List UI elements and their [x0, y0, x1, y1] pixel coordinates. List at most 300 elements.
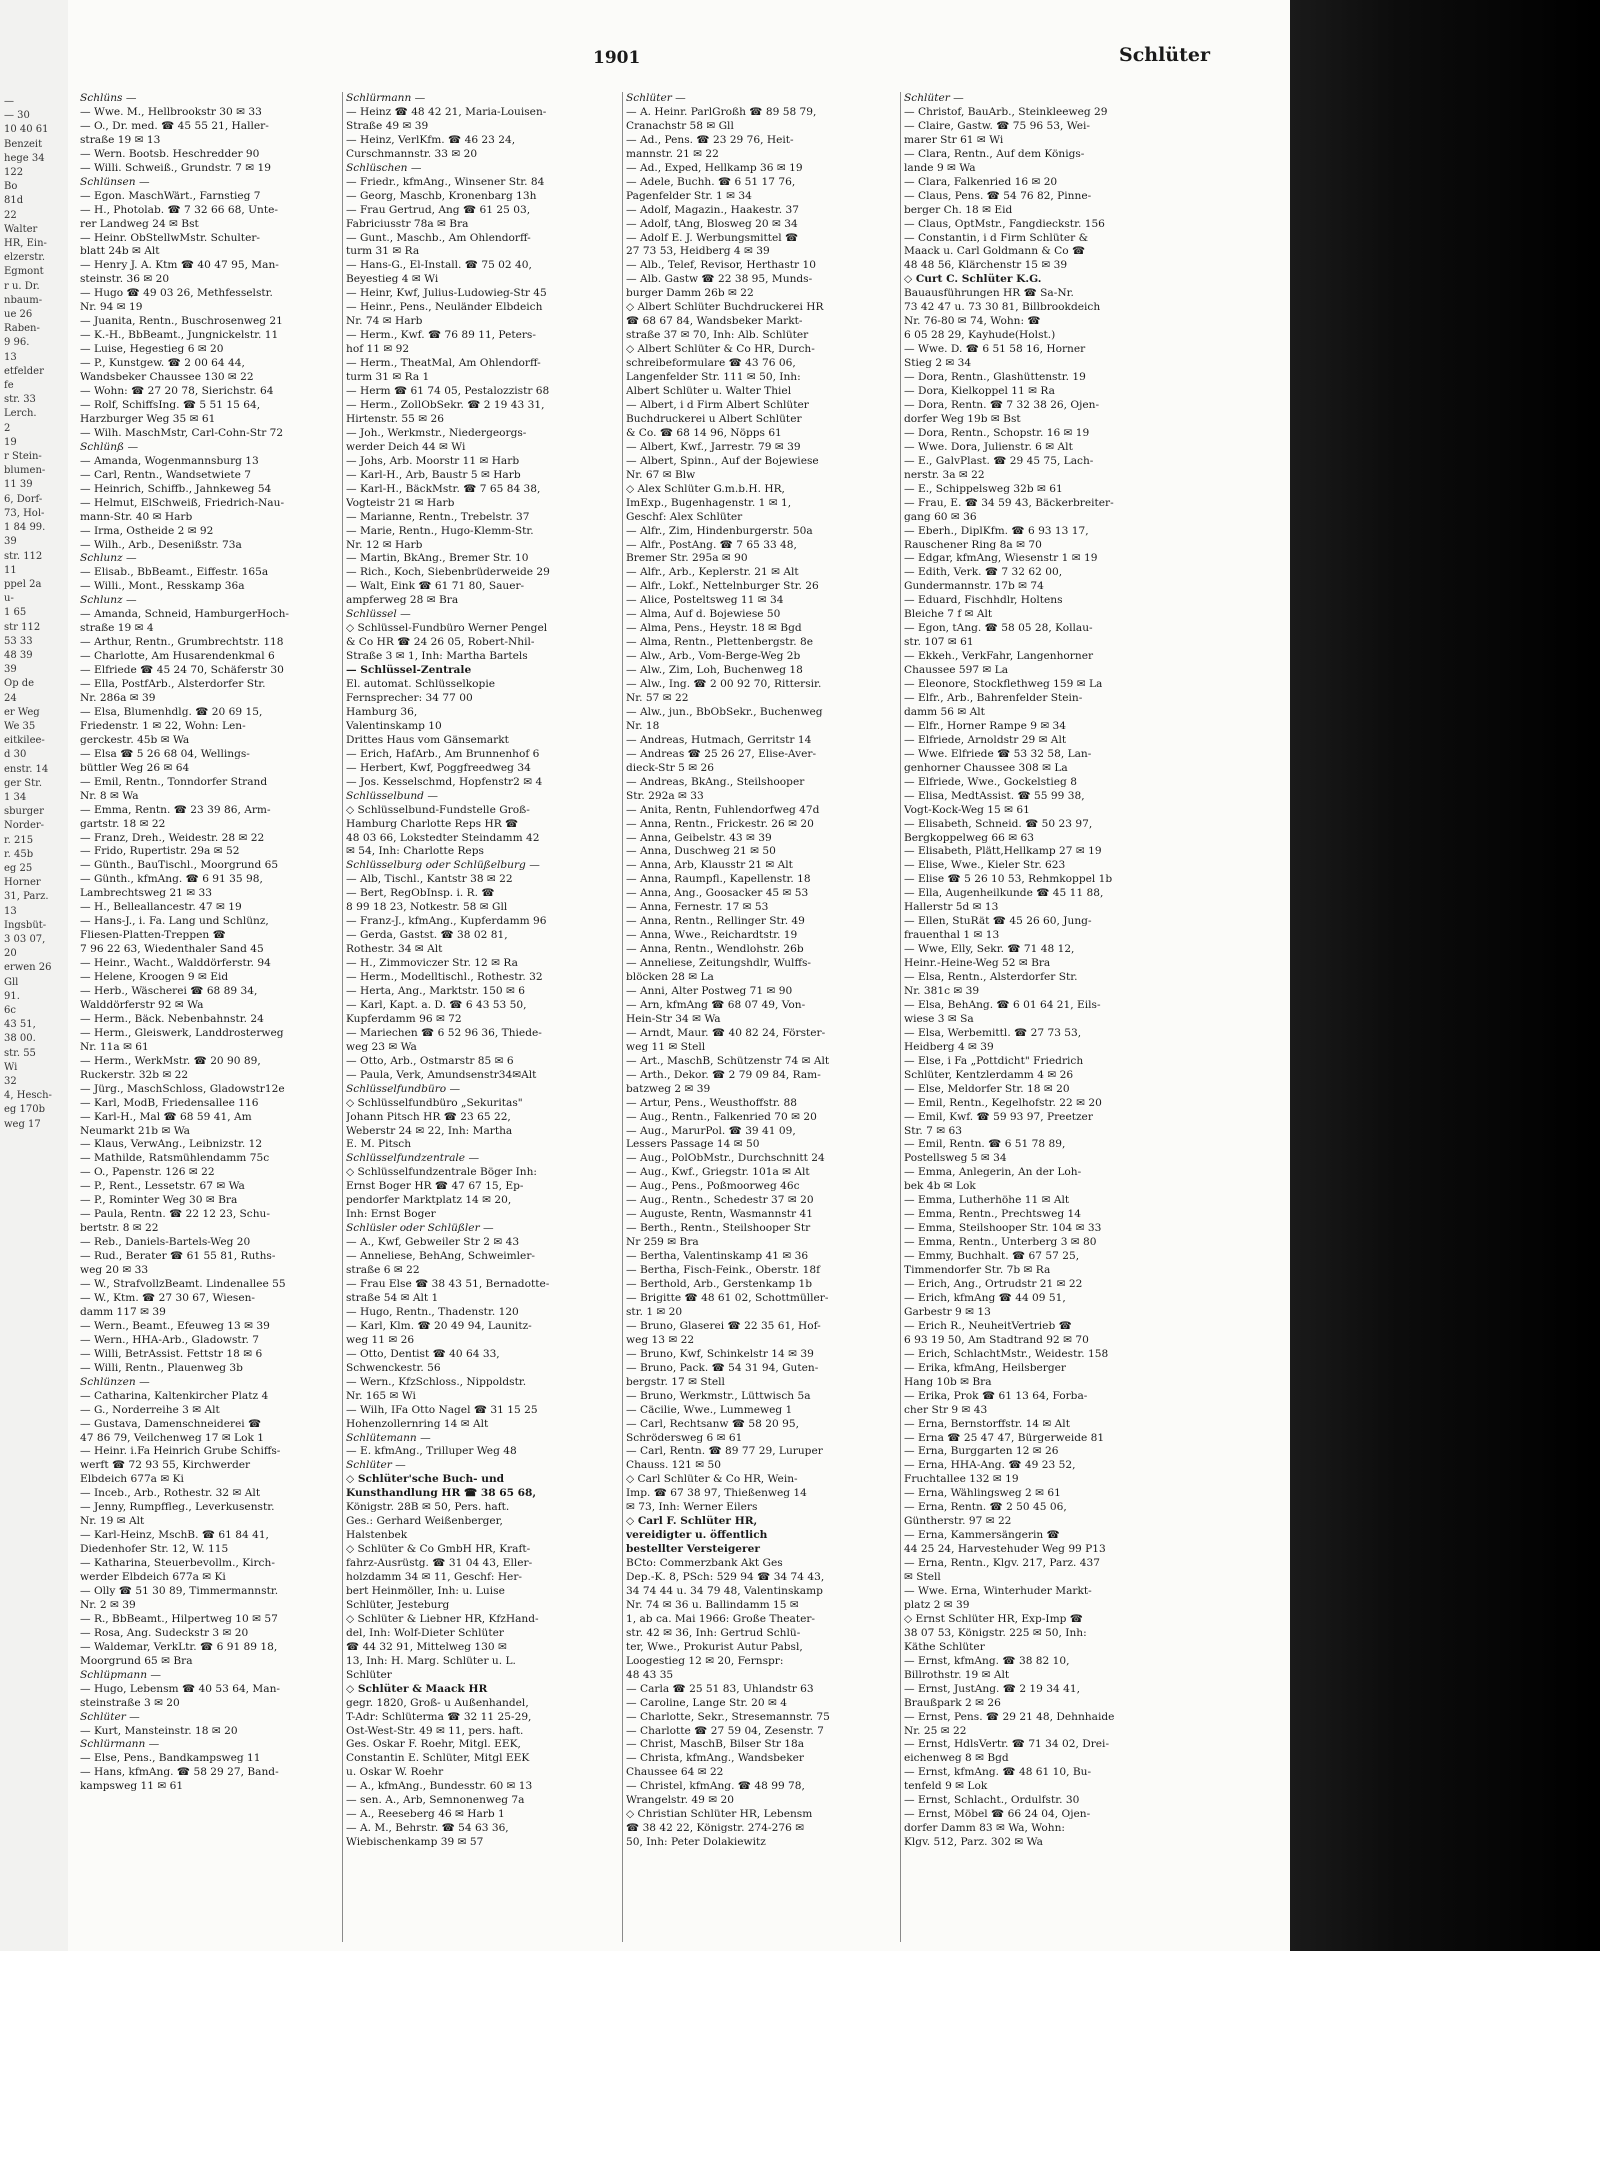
directory-entry-line: — Aug., Rentn., Falkenried 70 ✉ 20 — [626, 1110, 817, 1123]
fragment-line: etfelder — [4, 365, 44, 377]
directory-entry-line: — K.-H., BbBeamt., Jungnickelstr. 11 — [80, 329, 279, 342]
directory-entry-line: — Bertha, Fisch-Feink., Oberstr. 18f — [626, 1264, 821, 1277]
directory-entry-line: Schrödersweg 6 ✉ 61 — [626, 1431, 743, 1444]
directory-entry-line: — Ernst, Schlacht., Ordulfstr. 30 — [904, 1794, 1080, 1807]
directory-entry-line: — Jos. Kesselschmd, Hopfenstr2 ✉ 4 — [346, 775, 543, 788]
directory-entry-line: — Adolf E. J. Werbungsmittel ☎ — [626, 231, 799, 244]
directory-entry-line: Braußpark 2 ✉ 26 — [904, 1696, 1001, 1709]
fragment-line: Benzeit — [4, 138, 43, 150]
directory-entry-line: Bergkoppelweg 66 ✉ 63 — [904, 831, 1034, 844]
directory-entry-line: frauenthal 1 ✉ 13 — [904, 929, 1000, 942]
fragment-line: 32 — [4, 1076, 17, 1088]
directory-entry-line: — Anna, Raumpfl., Kapellenstr. 18 — [626, 873, 811, 886]
directory-entry-line: — Clara, Rentn., Auf dem Königs- — [904, 147, 1085, 160]
directory-entry-line: — Erna, Kammersängerin ☎ — [904, 1529, 1060, 1542]
directory-entry-line: Heidberg 4 ✉ 39 — [904, 1040, 994, 1053]
directory-entry-line: — Alb., Telef, Revisor, Herthastr 10 — [626, 259, 816, 272]
directory-entry-line: — Ad., Exped, Hellkamp 36 ✉ 19 — [626, 161, 803, 174]
fragment-line: eitkilee- — [4, 735, 45, 747]
directory-entry-line: straße 19 ✉ 13 — [80, 133, 161, 146]
scan-margin — [0, 1951, 1600, 2177]
fragment-line: hege 34 — [4, 152, 45, 164]
directory-entry-line: — Charlotte, Sekr., Stresemannstr. 75 — [626, 1710, 830, 1723]
directory-entry-line: — Herm., Kwf. ☎ 76 89 11, Peters- — [346, 329, 536, 342]
directory-entry-line: blatt 24b ✉ Alt — [80, 245, 160, 258]
directory-entry-line: Curschmannstr. 33 ✉ 20 — [346, 147, 478, 160]
directory-entry-line: — Alfr., Arb., Keplerstr. 21 ✉ Alt — [626, 566, 799, 579]
directory-entry-line: — Anna, Ang., Goosacker 45 ✉ 53 — [626, 887, 809, 900]
directory-entry-line: Billrothstr. 19 ✉ Alt — [904, 1668, 1010, 1681]
directory-entry-line: ampferweg 28 ✉ Bra — [346, 594, 459, 607]
directory-entry-line: — Hugo ☎ 49 03 26, Methfesselstr. — [80, 287, 273, 300]
directory-entry-line: turm 31 ✉ Ra — [346, 245, 420, 258]
fragment-line: 122 — [4, 167, 24, 179]
directory-entry-line: Nr. 11a ✉ 61 — [80, 1040, 149, 1053]
directory-entry-line: — Heinr., Pens., Neuländer Elbdeich — [346, 301, 543, 314]
directory-entry-line: hof 11 ✉ 92 — [346, 343, 410, 356]
directory-entry-line: — Wwe. Erna, Winterhuder Markt- — [904, 1584, 1092, 1597]
directory-entry-line: — Erich, Ang., Ortrudstr 21 ✉ 22 — [904, 1278, 1083, 1291]
directory-entry-line: Elbdeich 677a ✉ Ki — [80, 1473, 184, 1486]
directory-entry-line: Schwenckestr. 56 — [346, 1361, 441, 1374]
fragment-line: 81d — [4, 195, 24, 207]
directory-entry-line: — Jürg., MaschSchloss, Gladowstr12e — [80, 1082, 285, 1095]
directory-entry-line: — E., Schippelsweg 32b ✉ 61 — [904, 482, 1063, 495]
running-head: Schlüter — [1118, 44, 1210, 66]
directory-entry-line: büttler Weg 26 ✉ 64 — [80, 761, 190, 774]
directory-entry-line: — Berthold, Arb., Gerstenkamp 1b — [626, 1278, 813, 1291]
directory-entry-line: Geschf: Alex Schlüter — [626, 510, 743, 523]
directory-entry-line: straße 37 ✉ 70, Inh: Alb. Schlüter — [626, 329, 809, 342]
directory-entry-line: — Emma, Lutherhöhe 11 ✉ Alt — [904, 1194, 1070, 1207]
directory-entry-line: Ges. Oskar F. Roehr, Mitgl. EEK, — [346, 1738, 521, 1751]
directory-entry-line: — Gustava, Damenschneiderei ☎ — [80, 1417, 262, 1430]
directory-entry-line: T-Adr: Schlüterma ☎ 32 11 25-29, — [346, 1710, 532, 1723]
directory-entry-line: bek 4b ✉ Lok — [904, 1180, 976, 1193]
directory-entry-line: bergstr. 17 ✉ Stell — [626, 1375, 725, 1388]
directory-entry-line: — Hans-G., El-Install. ☎ 75 02 40, — [346, 259, 532, 272]
directory-entry-line: gartstr. 18 ✉ 22 — [80, 817, 166, 830]
directory-entry-line: ◇ Christian Schlüter HR, Lebensm — [626, 1808, 813, 1821]
directory-entry-line: — R., BbBeamt., Hilpertweg 10 ✉ 57 — [80, 1612, 278, 1625]
directory-entry-line: Chauss. 121 ✉ 50 — [626, 1459, 721, 1472]
directory-entry-line: — Otto, Dentist ☎ 40 64 33, — [346, 1347, 500, 1360]
directory-entry-line: — Arn, kfmAng ☎ 68 07 49, Von- — [626, 998, 806, 1011]
directory-entry-line: ◇ Curt C. Schlüter K.G. — [904, 273, 1042, 286]
directory-entry-line: — Charlotte ☎ 27 59 04, Zesenstr. 7 — [626, 1724, 824, 1737]
directory-entry-line: — Katharina, Steuerbevollm., Kirch- — [80, 1557, 275, 1570]
directory-entry-line: Pagenfelder Str. 1 ✉ 34 — [626, 189, 752, 202]
directory-entry-line: — Hans, kfmAng. ☎ 58 29 27, Band- — [80, 1766, 279, 1779]
directory-entry-line: Nr. 57 ✉ 22 — [626, 691, 689, 704]
directory-entry-line: Str. 7 ✉ 63 — [904, 1124, 962, 1137]
directory-entry-line: — Friedr., kfmAng., Winsener Str. 84 — [346, 175, 545, 188]
directory-entry-line: — Emil, Rentn., Kegelhofstr. 22 ✉ 20 — [904, 1096, 1102, 1109]
directory-entry-line: Hamburg Charlotte Reps HR ☎ — [346, 817, 519, 830]
directory-entry-line: — Wohn: ☎ 27 20 78, Sierichstr. 64 — [80, 385, 274, 398]
directory-entry-line: — Arndt, Maur. ☎ 40 82 24, Förster- — [626, 1026, 826, 1039]
directory-entry-line: — Egon. MaschWärt., Farnstieg 7 — [80, 189, 261, 202]
directory-entry-line: Dep.-K. 8, PSch: 529 94 ☎ 34 74 43, — [626, 1571, 825, 1584]
directory-entry-line: — Dora, Rentn., Schopstr. 16 ✉ 19 — [904, 426, 1090, 439]
directory-entry-line: Bleiche 7 f ✉ Alt — [904, 608, 993, 621]
fragment-line: Raben- — [4, 323, 40, 335]
directory-entry-line: steinstraße 3 ✉ 20 — [80, 1696, 180, 1709]
directory-entry-line: Nr. 25 ✉ 22 — [904, 1724, 967, 1737]
directory-entry-line: — Elsa, BehAng. ☎ 6 01 64 21, Eils- — [904, 998, 1101, 1011]
directory-entry-line: Constantin E. Schlüter, Mitgl EEK — [346, 1752, 530, 1765]
fragment-line: Egmont — [4, 266, 44, 278]
directory-entry-line: — Aug., Kwf., Griegstr. 101a ✉ Alt — [626, 1166, 810, 1179]
directory-entry-line: Ost-West-Str. 49 ✉ 11, pers. haft. — [346, 1724, 524, 1737]
fragment-line: sburger — [4, 806, 44, 818]
directory-entry-line: — Carl, Rentn., Wandsetwiete 7 — [80, 468, 252, 481]
directory-entry-line: — Bert, RegObInsp. i. R. ☎ — [346, 887, 495, 900]
directory-entry-line: — Wilh., Arb., Desenißstr. 73a — [80, 538, 242, 551]
directory-entry-line: — Andreas, Hutmach, Gerritstr 14 — [626, 733, 812, 746]
fragment-line: Wi — [4, 1061, 18, 1073]
fragment-line: 24 — [4, 692, 17, 704]
directory-entry-line: E. M. Pitsch — [346, 1138, 412, 1151]
directory-entry-line: — Wilh, IFa Otto Nagel ☎ 31 15 25 — [346, 1403, 538, 1416]
directory-entry-line: — Alw., Ing. ☎ 2 00 92 70, Rittersir. — [626, 678, 822, 691]
directory-entry-line: Chaussee 64 ✉ 22 — [626, 1766, 724, 1779]
directory-entry-line: — Anna, Rentn., Rellinger Str. 49 — [626, 915, 805, 928]
directory-entry-line: — E. kfmAng., Trilluper Weg 48 — [346, 1445, 517, 1458]
directory-entry-line: — Elsa, Werbemittl. ☎ 27 73 53, — [904, 1026, 1082, 1039]
fragment-line: 22 — [4, 209, 17, 221]
directory-entry-line: — Luise, Hegestieg 6 ✉ 20 — [80, 343, 224, 356]
directory-entry-line: — Günth., kfmAng. ☎ 6 91 35 98, — [80, 873, 263, 886]
directory-entry-line: — Emmy, Buchhalt. ☎ 67 57 25, — [904, 1250, 1080, 1263]
directory-entry-line: — Alfr., Lokf., Nettelnburger Str. 26 — [626, 580, 819, 593]
directory-entry-line: Bremer Str. 295a ✉ 90 — [626, 552, 748, 565]
directory-entry-line: Ernst Boger HR ☎ 47 67 15, Ep- — [346, 1180, 524, 1193]
directory-entry-line: — Heinz, VerlKfm. ☎ 46 23 24, — [346, 133, 516, 146]
directory-entry-line: BCto: Commerzbank Akt Ges — [626, 1557, 783, 1570]
directory-entry-line: — Elise, Wwe., Kieler Str. 623 — [904, 859, 1066, 872]
adjacent-page-fragments — [0, 0, 68, 1132]
directory-entry-line: Bauausführungen HR ☎ Sa-Nr. — [904, 287, 1074, 300]
directory-entry-line: Drittes Haus vom Gänsemarkt — [346, 733, 509, 746]
directory-entry-line: schreibeformulare ☎ 43 76 06, — [626, 357, 796, 370]
directory-entry-line: 47 86 79, Veilchenweg 17 ✉ Lok 1 — [80, 1431, 264, 1444]
directory-entry-line: — Emma, Rentn., Prechtsweg 14 — [904, 1208, 1081, 1221]
directory-entry-line: ◇ Schlüsselbund-Fundstelle Groß- — [346, 803, 530, 816]
directory-entry-line: — Carl, Rechtsanw ☎ 58 20 95, — [626, 1417, 799, 1430]
directory-entry-line: Hang 10b ✉ Bra — [904, 1375, 992, 1388]
directory-entry-line: — Mariechen ☎ 6 52 96 36, Thiede- — [346, 1026, 542, 1039]
directory-entry-line: — Wern., Beamt., Efeuweg 13 ✉ 39 — [80, 1319, 270, 1332]
directory-entry-line: — Erich, HafArb., Am Brunnenhof 6 — [346, 747, 540, 760]
directory-entry-line: — Erich R., NeuheitVertrieb ☎ — [904, 1319, 1072, 1332]
directory-entry-line: Nr. 94 ✉ 19 — [80, 301, 143, 314]
directory-entry-line: Nr. 74 ✉ Harb — [346, 315, 423, 328]
directory-entry-line: Wrangelstr. 49 ✉ 20 — [626, 1794, 734, 1807]
directory-entry-line: — Rud., Berater ☎ 61 55 81, Ruths- — [80, 1250, 276, 1263]
fragment-line: 6c — [4, 1005, 16, 1016]
directory-entry-line: — Marie, Rentn., Hugo-Klemm-Str. — [346, 524, 534, 537]
directory-entry-line: dorfer Weg 19b ✉ Bst — [904, 412, 1021, 425]
directory-entry-line: — Ella, Augenheilkunde ☎ 45 11 88, — [904, 887, 1104, 900]
directory-entry-line: Schlüter — [346, 1668, 392, 1681]
directory-entry-line: — Alw., Zim, Loh, Buchenweg 18 — [626, 664, 803, 677]
directory-entry-line: — Heinr. i.Fa Heinrich Grube Schiffs- — [80, 1445, 281, 1458]
directory-entry-line: — Bruno, Glaserei ☎ 22 35 61, Hof- — [626, 1319, 821, 1332]
directory-entry-line: Fliesen-Platten-Treppen ☎ — [80, 929, 226, 942]
fragment-line: 13 — [4, 351, 17, 363]
column-rule — [342, 92, 343, 1942]
directory-entry-line: 50, Inh: Peter Dolakiewitz — [626, 1836, 766, 1849]
directory-entry-line: ☎ 68 67 84, Wandsbeker Markt- — [626, 315, 803, 328]
directory-entry-line: — Edgar, kfmAng, Wiesenstr 1 ✉ 19 — [904, 552, 1098, 565]
directory-entry-line: — Emma, Rentn., Unterberg 3 ✉ 80 — [904, 1236, 1097, 1249]
fragment-line: 11 39 — [4, 479, 33, 491]
fragment-line: HR, Ein- — [4, 238, 47, 250]
directory-entry-line: marer Str 61 ✉ Wi — [904, 133, 1004, 146]
directory-entry-line: — A., Kwf, Gebweiler Str 2 ✉ 43 — [346, 1236, 520, 1249]
directory-entry-line: Buchdruckerei u Albert Schlüter — [626, 412, 802, 425]
directory-entry-line: — Edith, Verk. ☎ 7 32 62 00, — [904, 566, 1063, 579]
directory-entry-line: — Herm., ZollObSekr. ☎ 2 19 43 31, — [346, 398, 545, 411]
directory-entry-line: Nr. 12 ✉ Harb — [346, 538, 423, 551]
directory-entry-line: Kunsthandlung HR ☎ 38 65 68, — [346, 1487, 537, 1500]
directory-entry-line: — E., GalvPlast. ☎ 29 45 75, Lach- — [904, 454, 1094, 467]
directory-entry-line: — Carla ☎ 25 51 83, Uhlandstr 63 — [626, 1682, 814, 1695]
fragment-line: 1 84 99. — [4, 522, 46, 534]
directory-entry-line: Neumarkt 21b ✉ Wa — [80, 1124, 190, 1137]
fragment-line: Horner — [4, 877, 41, 889]
directory-entry-line: — Ernst, JustAng. ☎ 2 19 34 41, — [904, 1682, 1080, 1695]
directory-entry-line: — H., Zimmoviczer Str. 12 ✉ Ra — [346, 957, 518, 970]
directory-entry-line: Schlürmann — — [80, 1738, 160, 1751]
directory-entry-line: Timmendorfer Str. 7b ✉ Ra — [904, 1264, 1051, 1277]
directory-column-1 — [80, 92, 338, 1794]
directory-entry-line: — O., Dr. med. ☎ 45 55 21, Haller- — [80, 119, 269, 132]
directory-entry-line: ◇ Albert Schlüter Buchdruckerei HR — [626, 301, 824, 314]
directory-entry-line: 8 99 18 23, Notkestr. 58 ✉ Gll — [346, 901, 508, 914]
directory-entry-line: — Anna, Geibelstr. 43 ✉ 39 — [626, 831, 772, 844]
fragment-line: r. 215 — [4, 834, 34, 846]
directory-entry-line: vereidigter u. öffentlich — [626, 1529, 768, 1542]
fragment-line: 1 65 — [4, 607, 27, 619]
directory-entry-line: ◇ Schlüter & Co GmbH HR, Kraft- — [346, 1543, 531, 1556]
fragment-line: enstr. 14 — [4, 763, 49, 775]
directory-entry-line: — G., Norderreihe 3 ✉ Alt — [80, 1403, 220, 1416]
directory-entry-line: — Rich., Koch, Siebenbrüderweide 29 — [346, 566, 550, 579]
directory-entry-line: Valentinskamp 10 — [346, 719, 442, 732]
fragment-line: r u. Dr. — [4, 280, 40, 292]
directory-entry-line: — Anna, Wwe., Reichardtstr. 19 — [626, 929, 798, 942]
fragment-line: 38 00. — [4, 1033, 36, 1045]
fragment-line: ger Str. — [4, 777, 43, 789]
directory-entry-line: — Willi., Mont., Resskamp 36a — [80, 580, 245, 593]
directory-entry-line: — Alb. Gastw ☎ 22 38 95, Munds- — [626, 273, 813, 286]
directory-entry-line: ter, Wwe., Prokurist Autur Pabsl, — [626, 1640, 803, 1653]
directory-entry-line: — Else, Meldorfer Str. 18 ✉ 20 — [904, 1082, 1070, 1095]
fragment-line: — 30 — [4, 110, 30, 122]
directory-entry-line: — Bruno, Werkmstr., Lüttwisch 5a — [626, 1389, 811, 1402]
fragment-line: Ingsbüt- — [4, 919, 47, 931]
directory-entry-line: Garbestr 9 ✉ 13 — [904, 1305, 991, 1318]
directory-entry-line: — Ekkeh., VerkFahr, Langenhorner — [904, 650, 1094, 663]
directory-entry-line: Nr. 67 ✉ Blw — [626, 468, 696, 481]
directory-entry-line: Hamburg 36, — [346, 705, 418, 718]
directory-entry-line: weg 11 ✉ 26 — [346, 1333, 415, 1346]
directory-entry-line: — Clara, Falkenried 16 ✉ 20 — [904, 175, 1058, 188]
directory-entry-line: — Rolf, SchiffsIng. ☎ 5 51 15 64, — [80, 398, 261, 411]
directory-entry-line: Schlünß — — [80, 440, 139, 453]
directory-entry-line: Schlünsen — — [80, 175, 150, 188]
directory-entry-line: — Elisa, MedtAssist. ☎ 55 99 38, — [904, 789, 1085, 802]
directory-entry-line: straße 54 ✉ Alt 1 — [346, 1291, 439, 1304]
directory-entry-line: — Adolf, Magazin., Haakestr. 37 — [626, 203, 799, 216]
directory-entry-line: holzdamm 34 ✉ 11, Geschf: Her- — [346, 1571, 522, 1584]
directory-entry-line: Hein-Str 34 ✉ Wa — [626, 1012, 721, 1025]
directory-entry-line: batzweg 2 ✉ 39 — [626, 1082, 711, 1095]
directory-entry-line: Hallerstr 5d ✉ 13 — [904, 901, 999, 914]
directory-entry-line: Harzburger Weg 35 ✉ 61 — [80, 412, 216, 425]
directory-entry-line: — Heinrich, Schiffb., Jahnkeweg 54 — [80, 482, 272, 495]
directory-entry-line: — Alma, Pens., Heystr. 18 ✉ Bgd — [626, 622, 802, 635]
directory-entry-line: Schlüter — — [626, 92, 686, 104]
directory-entry-line: — Frido, Rupertistr. 29a ✉ 52 — [80, 845, 240, 858]
directory-entry-line: — Herm., TheatMal, Am Ohlendorff- — [346, 357, 541, 370]
directory-entry-line: Straße 3 ✉ 1, Inh: Martha Bartels — [346, 650, 528, 663]
directory-entry-line: — H., Photolab. ☎ 7 32 66 68, Unte- — [80, 203, 278, 216]
directory-entry-line: damm 117 ✉ 39 — [80, 1305, 166, 1318]
fragment-line: 11 — [4, 564, 17, 576]
directory-entry-line: — Erna, Wählingsweg 2 ✉ 61 — [904, 1487, 1061, 1500]
directory-entry-line: — Caroline, Lange Str. 20 ✉ 4 — [626, 1696, 788, 1709]
directory-entry-line: Schlüter — — [904, 92, 964, 104]
directory-entry-line: weg 11 ✉ Stell — [626, 1040, 706, 1053]
directory-entry-line: — Erika, kfmAng, Heilsberger — [904, 1361, 1066, 1374]
directory-entry-line: — Jenny, Rumpffleg., Leverkusenstr. — [80, 1501, 275, 1514]
directory-entry-line: Loogestieg 12 ✉ 20, Fernspr: — [626, 1654, 784, 1667]
directory-entry-line: 6 93 19 50, Am Stadtrand 92 ✉ 70 — [904, 1333, 1089, 1346]
directory-entry-line: — Carl, Rentn. ☎ 89 77 29, Luruper — [626, 1445, 823, 1458]
directory-entry-line: — P., Rent., Lessetstr. 67 ✉ Wa — [80, 1180, 245, 1193]
directory-entry-line: 48 48 56, Klärchenstr 15 ✉ 39 — [904, 259, 1068, 272]
fragment-line: erwen 26 — [4, 962, 52, 974]
directory-entry-line: — Adolf, tAng, Blosweg 20 ✉ 34 — [626, 217, 798, 230]
fragment-line: 4, Hesch- — [4, 1090, 52, 1102]
fragment-line: 9 96. — [4, 337, 30, 349]
directory-entry-line: ◇ Schlüter'sche Buch- und — [346, 1473, 505, 1486]
directory-entry-line: El. automat. Schlüsselkopie — [346, 678, 495, 691]
directory-entry-line: Inh: Ernst Boger — [346, 1208, 436, 1221]
directory-entry-line: — Ernst, HdlsVertr. ☎ 71 34 02, Drei- — [904, 1738, 1110, 1751]
directory-entry-line: — Catharina, Kaltenkircher Platz 4 — [80, 1389, 269, 1402]
directory-entry-line: — Elsa, Rentn., Alsterdorfer Str. — [904, 971, 1078, 984]
directory-entry-line: — Claus, OptMstr., Fangdieckstr. 156 — [904, 217, 1105, 230]
directory-entry-line: Gundermannstr. 17b ✉ 74 — [904, 580, 1044, 593]
directory-entry-line: — Joh., Werkmstr., Niedergeorgs- — [346, 426, 527, 439]
fragment-line: eg 25 — [4, 862, 33, 874]
directory-entry-line: ImExp., Bugenhagenstr. 1 ✉ 1, — [626, 496, 792, 509]
directory-entry-line: ☎ 38 42 22, Königstr. 274-276 ✉ — [626, 1822, 805, 1835]
fragment-line: nbaum- — [4, 294, 43, 306]
directory-entry-line: Fernsprecher: 34 77 00 — [346, 691, 473, 704]
directory-entry-line: — Ella, PostfArb., Alsterdorfer Str. — [80, 678, 266, 691]
fragment-line: Gll — [4, 976, 19, 988]
directory-entry-line: — Aug., Pens., Poßmoorweg 46c — [626, 1180, 800, 1193]
directory-entry-line: 27 73 53, Heidberg 4 ✉ 39 — [626, 245, 770, 258]
directory-entry-line: ✉ 73, Inh: Werner Eilers — [626, 1501, 758, 1514]
directory-entry-line: — Karl, Klm. ☎ 20 49 94, Launitz- — [346, 1319, 532, 1332]
directory-entry-line: — Brigitte ☎ 48 61 02, Schottmüller- — [626, 1291, 829, 1304]
directory-entry-line: — Herbert, Kwf, Poggfreedweg 34 — [346, 761, 531, 774]
directory-entry-line: — Christof, BauArb., Steinkleeweg 29 — [904, 105, 1108, 118]
directory-entry-line: — Alma, Auf d. Bojewiese 50 — [626, 608, 781, 621]
directory-entry-line: gerckestr. 45b ✉ Wa — [80, 733, 190, 746]
directory-entry-line: Johann Pitsch HR ☎ 23 65 22, — [346, 1110, 511, 1123]
directory-entry-line: — Anneliese, BehAng, Schweimler- — [346, 1250, 535, 1263]
directory-entry-line: — Elfriede, Wwe., Gockelstieg 8 — [904, 775, 1077, 788]
fragment-line: ppel 2a — [4, 578, 42, 590]
fragment-line: 10 40 61 — [4, 124, 49, 136]
directory-entry-line: straße 6 ✉ 22 — [346, 1264, 420, 1277]
directory-entry-line: turm 31 ✉ Ra 1 — [346, 371, 430, 384]
fragment-line: 39 — [4, 536, 17, 548]
directory-entry-line: & Co HR ☎ 24 26 05, Robert-Nhil- — [346, 636, 535, 649]
fragment-line: 6, Dorf- — [4, 493, 43, 505]
directory-entry-line: — Otto, Arb., Ostmarstr 85 ✉ 6 — [346, 1054, 514, 1067]
directory-entry-line: Klgv. 512, Parz. 302 ✉ Wa — [904, 1836, 1043, 1849]
directory-entry-line: str. 1 ✉ 20 — [626, 1305, 683, 1318]
directory-entry-line: — Christa, kfmAng., Wandsbeker — [626, 1752, 804, 1765]
directory-entry-line: Moorgrund 65 ✉ Bra — [80, 1654, 193, 1667]
directory-entry-line: platz 2 ✉ 39 — [904, 1598, 970, 1611]
directory-entry-line: — Herm., Gleiswerk, Landdrosterweg — [80, 1026, 284, 1039]
fragment-line: 2 — [4, 422, 11, 434]
directory-entry-line: cher Str 9 ✉ 43 — [904, 1403, 988, 1416]
directory-entry-line: Hohenzollernring 14 ✉ Alt — [346, 1417, 489, 1430]
directory-entry-line: 38 07 53, Königstr. 225 ✉ 50, Inh: — [904, 1626, 1087, 1639]
directory-entry-line: — Kurt, Mansteinstr. 18 ✉ 20 — [80, 1724, 238, 1737]
directory-entry-line: ✉ 54, Inh: Charlotte Reps — [346, 845, 484, 858]
directory-entry-line: — Frau, E. ☎ 34 59 43, Bäckerbreiter- — [904, 496, 1114, 509]
directory-entry-line: Schlüsselfundbüro — — [346, 1082, 461, 1095]
directory-entry-line: — Erna, Rentn., Klgv. 217, Parz. 437 — [904, 1557, 1100, 1570]
directory-entry-line: berger Ch. 18 ✉ Eid — [904, 203, 1013, 216]
directory-entry-line: — Herm., Modelltischl., Rothestr. 32 — [346, 971, 543, 984]
directory-entry-line: — Claus, Pens. ☎ 54 76 82, Pinne- — [904, 189, 1092, 202]
directory-entry-line: 13, Inh: H. Marg. Schlüter u. L. — [346, 1654, 516, 1667]
directory-entry-line: gegr. 1820, Groß- u Außenhandel, — [346, 1696, 529, 1709]
directory-entry-line: Schlüter — — [80, 1710, 140, 1723]
directory-entry-line: — Andreas, BkAng., Steilshooper — [626, 775, 805, 788]
directory-entry-line: — Herm., WerkMstr. ☎ 20 90 89, — [80, 1054, 261, 1067]
fragment-line: str. 33 — [4, 394, 36, 406]
directory-entry-line: nerstr. 3a ✉ 22 — [904, 468, 985, 481]
fragment-line: — — [4, 96, 14, 107]
directory-entry-line: — Anita, Rentn, Fuhlendorfweg 47d — [626, 803, 820, 816]
directory-entry-line: Straße 49 ✉ 39 — [346, 119, 429, 132]
fragment-line: r. 45b — [4, 848, 34, 860]
directory-entry-line: Wiebischenkamp 39 ✉ 57 — [346, 1836, 484, 1849]
directory-entry-line: lande 9 ✉ Wa — [904, 161, 976, 174]
directory-entry-line: — Wern., KfzSchloss., Nippoldstr. — [346, 1375, 527, 1388]
directory-entry-line: — Elisabeth, Schneid. ☎ 50 23 97, — [904, 817, 1093, 830]
directory-entry-line: — Elisabeth, Plätt,Hellkamp 27 ✉ 19 — [904, 845, 1102, 858]
directory-entry-line: — Ernst, Möbel ☎ 66 24 04, Ojen- — [904, 1808, 1091, 1821]
directory-entry-line: — P., Kunstgew. ☎ 2 00 64 44, — [80, 357, 245, 370]
directory-entry-line: — Heinr., Wacht., Walddörferstr. 94 — [80, 957, 271, 970]
fragment-line: 43 51, — [4, 1019, 36, 1031]
directory-entry-line: — Elfriede ☎ 45 24 70, Schäferstr 30 — [80, 664, 284, 677]
